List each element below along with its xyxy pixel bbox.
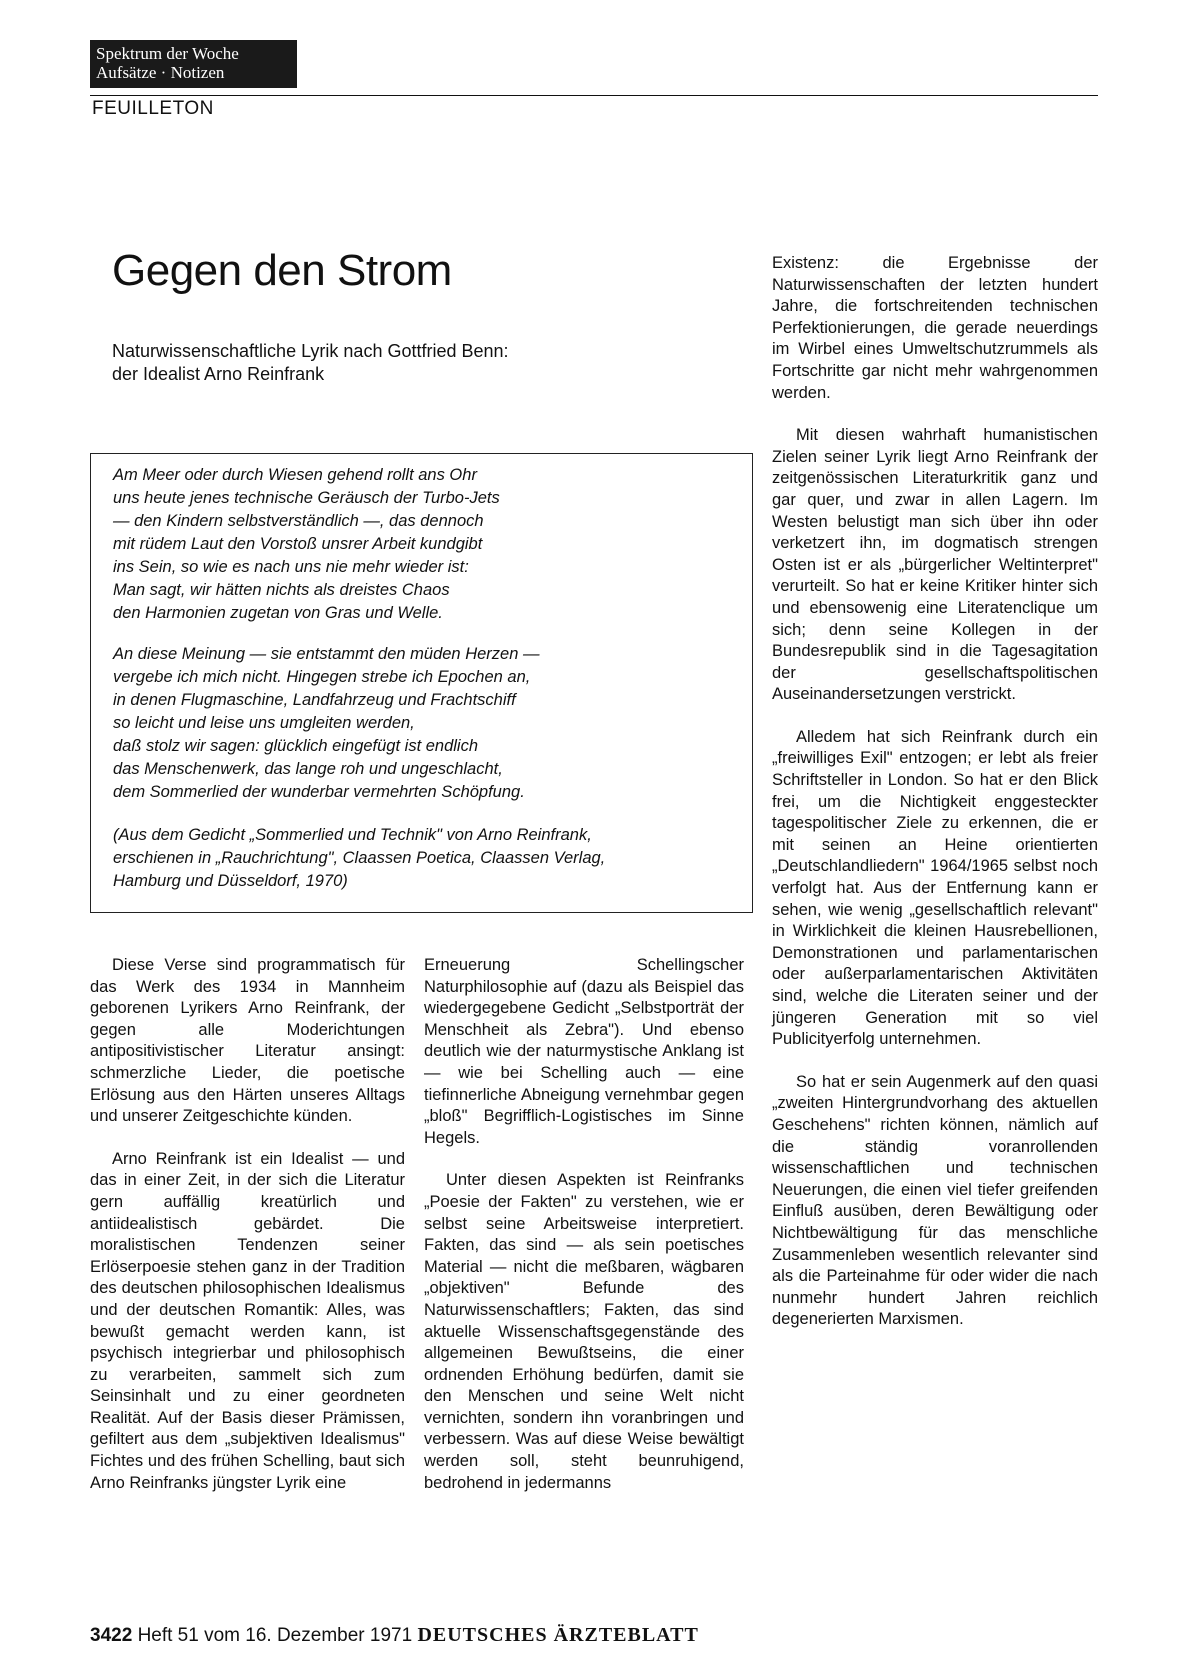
column-right <box>772 253 1098 1331</box>
header-divider <box>90 95 1098 96</box>
poem-source-line: (Aus dem Gedicht „Sommerlied und Technik" von Arno Reinfrank, <box>113 826 592 844</box>
article-subtitle <box>112 340 672 386</box>
issue-info: Heft 51 vom 16. Dezember 1971 <box>137 1625 413 1646</box>
poem-line: dem Sommerlied der wunderbar vermehrten Schöpfung. <box>113 783 525 801</box>
poem-line: uns heute jenes technische Geräusch der Turbo-Jets <box>113 489 500 507</box>
paragraph: Arno Reinfrank ist ein Idealist — und das in einer Zeit, in der sich die Literatur gern auffällig kreatürlich und antiidealistisch gebärdet. Die moralistischen Tendenzen seiner Erlöserpoesie stehen ganz in der Tradition des deutschen philosophischen Idealismus und der deutschen Romantik: Alles, was bewußt gemacht werden kann, ist psychisch integrierbar und philosophisch zu verarbeiten, sammelt sich zum Seinsinhalt und zu einer geordneten Realität. Auf der Basis dieser Prämissen, gefiltert aus dem „subjektiven Idealismus" Fichtes und des frühen Schelling, baut sich Arno Reinfranks jüngster Lyrik eine <box>90 1149 405 1492</box>
journal-name: DEUTSCHES ÄRZTEBLATT <box>417 1624 699 1646</box>
paragraph: Diese Verse sind programmatisch für das Werk des 1934 in Mannheim geborenen Lyrikers Arno Reinfrank, der gegen alle Moderichtungen antipositivistischer Literatur ansingt: schmerzliche Lieder, die poetische Erlösung aus den Härten unseres Alltags und unserer Zeitgeschichte künden. <box>90 956 405 1126</box>
poem-source-line: Hamburg und Düsseldorf, 1970) <box>113 872 348 890</box>
poem-line: ins Sein, so wie es nach uns nie mehr wieder ist: <box>113 558 469 576</box>
poem-line: — den Kindern selbstverständlich —, das dennoch <box>113 512 484 530</box>
poem-line: so leicht und leise uns umgleiten werden, <box>113 714 415 732</box>
paragraph: Existenz: die Ergebnisse der Naturwissenschaften der letzten hundert Jahre, die fortschreitenden technischen Perfektionierungen, die gerade neuerdings im Wirbel eines Umweltschutzrummels als Fortschritte gar nicht mehr wahrgenommen werden. <box>772 254 1098 402</box>
paragraph: Erneuerung Schellingscher Naturphilosophie auf (dazu als Beispiel das wiedergegebene Gedicht „Selbstporträt der Menschheit als Zebra"). Und ebenso deutlich wie der naturmystische Anklang ist — wie bei Schelling auch — eine tiefinnerliche Abneigung vernehmbar gegen „bloß" Begrifflich-Logistisches im Sinne Hegels. <box>424 956 744 1147</box>
poem-stanza-1 <box>113 464 753 625</box>
section-logo-line2: Aufsätze · Notizen <box>96 63 225 82</box>
poem-source <box>113 824 753 893</box>
poem-line: das Menschenwerk, das lange roh und ungeschlacht, <box>113 760 503 778</box>
poem-line: Am Meer oder durch Wiesen gehend rollt ans Ohr <box>113 466 477 484</box>
subtitle-line: der Idealist Arno Reinfrank <box>112 364 325 384</box>
subtitle-line: Naturwissenschaftliche Lyrik nach Gottfried Benn: <box>112 341 509 361</box>
article-title: Gegen den Strom <box>112 246 452 295</box>
poem-stanza-2 <box>113 643 753 804</box>
paragraph: So hat er sein Augenmerk auf den quasi „zweiten Hintergrundvorhang des aktuellen Geschehens" richten können, nämlich auf die ständig voranrollenden wissenschaftlichen und technischen Neuerungen, die einen viel tiefer greifenden Einfluß ausüben, deren Bewältigung oder Nichtbewältigung für das menschliche Zusammenleben wesentlich relevanter sind als die Parteinahme für oder wider die nach nunmehr hundert Jahren reichlich degenerierten Marxismen. <box>772 1072 1098 1329</box>
paragraph: Unter diesen Aspekten ist Reinfranks „Poesie der Fakten" zu verstehen, wie er selbst seine Arbeitsweise interpretiert. Fakten, das sind — als sein poetisches Material — nicht die meßbaren, wägbaren „objektiven" Befunde des Naturwissenschaftlers; Fakten, das sind aktuelle Wissenschaftsgegenstände des allgemeinen Bewußtseins, die einer ordnenden Erhöhung bedürfen, damit sie den Menschen und seine Welt nicht vernichten, sondern ihn voranbringen und verbessern. Was auf diese Weise bewältigt werden soll, steht beunruhigend, bedrohend in jedermanns <box>424 1171 744 1492</box>
section-label: FEUILLETON <box>92 98 214 119</box>
paragraph: Alledem hat sich Reinfrank durch ein „freiwilliges Exil" entzogen; er lebt als freier Schriftsteller in London. So hat er den Blick frei, um die Nichtigkeit enggesteckter tagespolitischer Ziele zu erkennen, die er mit seinen an Heine orientierten „Deutschlandliedern" 1964/1965 selbst noch verfolgt hat. Aus der Entfernung kann er sehen, wie wenig „gesellschaftlich relevant" in Wirklichkeit die kleinen Hausrebellionen, Demonstrationen und parlamentarischen oder außerparlamentarischen Aktivitäten sind, welche die Literaten seiner und der jüngeren Generation mit so viel Publicityerfolg unternehmen. <box>772 727 1098 1049</box>
poem-box <box>90 453 753 913</box>
page-footer <box>90 1624 699 1647</box>
paragraph: Mit diesen wahrhaft humanistischen Zielen seiner Lyrik liegt Arno Reinfrank der zeitgenössischen Literaturkritik ganz und gar quer, und zwar in allen Lagern. Im Westen belustigt man sich über ihn oder verketzert ihn, im dogmatisch strengen Osten ist er als „bürgerlicher Weltinterpret" verurteilt. So hat er keine Kritiker hinter sich und ebensowenig eine Literatenclique um sich; denn seine Kollegen in der Bundesrepublik sind in die Tagesagitation der gesellschaftspolitischen Auseinandersetzungen verstrickt. <box>772 426 1098 704</box>
column-left <box>90 955 405 1494</box>
poem-line: mit rüdem Laut den Vorstoß unsrer Arbeit kundgibt <box>113 535 483 553</box>
poem-line: in denen Flugmaschine, Landfahrzeug und Frachtschiff <box>113 691 516 709</box>
page-number: 3422 <box>90 1625 133 1646</box>
section-logo-line1: Spektrum der Woche <box>96 44 239 63</box>
poem-source-line: erschienen in „Rauchrichtung", Claassen Poetica, Claassen Verlag, <box>113 849 606 867</box>
column-middle <box>424 955 744 1494</box>
poem-line: vergebe ich mich nicht. Hingegen strebe ich Epochen an, <box>113 668 531 686</box>
poem-line: den Harmonien zugetan von Gras und Welle. <box>113 604 443 622</box>
poem-line: daß stolz wir sagen: glücklich eingefügt ist endlich <box>113 737 479 755</box>
section-logo-box <box>90 40 297 88</box>
poem-line: An diese Meinung — sie entstammt den müden Herzen — <box>113 645 540 663</box>
poem-line: Man sagt, wir hätten nichts als dreistes Chaos <box>113 581 450 599</box>
